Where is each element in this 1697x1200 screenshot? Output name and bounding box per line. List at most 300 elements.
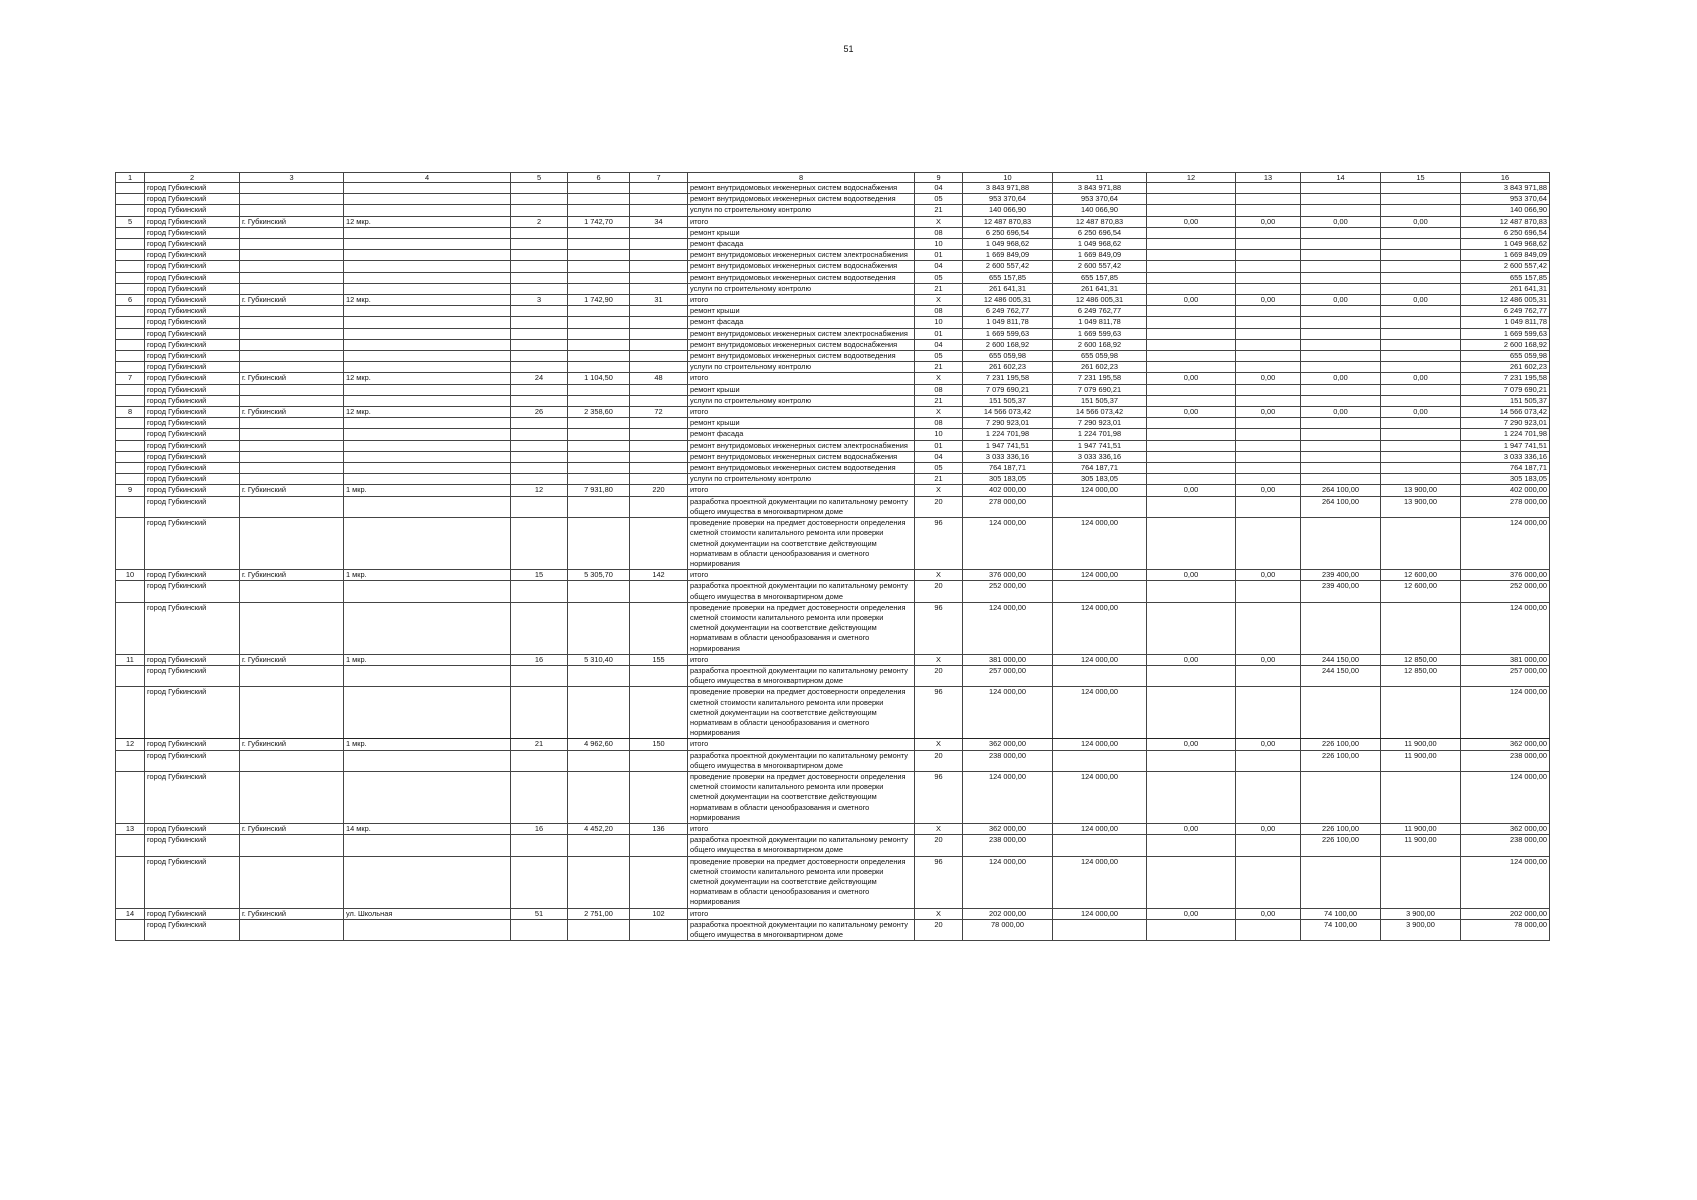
cell-local-budget xyxy=(1236,451,1301,462)
cell-regional-budget xyxy=(1147,474,1236,485)
cell-amount: 2 600 168,92 xyxy=(1461,339,1550,350)
cell-amount: 238 000,00 xyxy=(1461,835,1550,856)
cell-address: 14 мкр. xyxy=(344,823,511,834)
cell-house xyxy=(511,771,568,823)
cell-other: 11 900,00 xyxy=(1381,750,1461,771)
cell-residents xyxy=(630,429,688,440)
cell-fund: 764 187,71 xyxy=(1053,463,1147,474)
cell-local-budget: 0,00 xyxy=(1236,739,1301,750)
cell-total-cost: 953 370,64 xyxy=(963,194,1053,205)
cell-amount: 278 000,00 xyxy=(1461,496,1550,517)
cell-amount: 202 000,00 xyxy=(1461,908,1550,919)
cell-address xyxy=(344,602,511,654)
cell-work-code: X xyxy=(915,739,963,750)
cell-house xyxy=(511,395,568,406)
cell-residents: 136 xyxy=(630,823,688,834)
cell-area xyxy=(568,440,630,451)
cell-amount: 1 947 741,51 xyxy=(1461,440,1550,451)
cell-work-type: ремонт внутридомовых инженерных систем водоснабжения xyxy=(688,261,915,272)
cell-work-code: 20 xyxy=(915,750,963,771)
cell-city xyxy=(240,750,344,771)
cell-regional-budget: 0,00 xyxy=(1147,654,1236,665)
cell-work-code: 08 xyxy=(915,418,963,429)
cell-fund: 1 669 599,63 xyxy=(1053,328,1147,339)
cell-amount: 953 370,64 xyxy=(1461,194,1550,205)
cell-number xyxy=(116,518,145,570)
column-header: 2 xyxy=(145,173,240,183)
cell-fund xyxy=(1053,750,1147,771)
cell-address: ул. Школьная xyxy=(344,908,511,919)
cell-city xyxy=(240,205,344,216)
cell-house: 3 xyxy=(511,295,568,306)
cell-city xyxy=(240,384,344,395)
cell-work-code: 05 xyxy=(915,272,963,283)
cell-house: 24 xyxy=(511,373,568,384)
cell-address xyxy=(344,227,511,238)
table-row xyxy=(116,919,1550,940)
cell-work-type: ремонт внутридомовых инженерных систем водоснабжения xyxy=(688,339,915,350)
cell-address xyxy=(344,496,511,517)
cell-area xyxy=(568,272,630,283)
cell-work-type: итого xyxy=(688,407,915,418)
cell-work-type: проведение проверки на предмет достоверности определения сметной стоимости капитального ремонта или проверки сметной документации на соответствие действующим нормативам в области ценообразования и сметного нормирования xyxy=(688,687,915,739)
cell-residents: 220 xyxy=(630,485,688,496)
cell-local-budget xyxy=(1236,418,1301,429)
cell-owners xyxy=(1301,239,1381,250)
cell-regional-budget xyxy=(1147,440,1236,451)
cell-house xyxy=(511,429,568,440)
cell-address xyxy=(344,283,511,294)
cell-house xyxy=(511,239,568,250)
cell-house xyxy=(511,362,568,373)
cell-work-type: ремонт фасада xyxy=(688,317,915,328)
cell-municipality: город Губкинский xyxy=(145,771,240,823)
cell-other xyxy=(1381,261,1461,272)
cell-work-type: проведение проверки на предмет достоверности определения сметной стоимости капитального ремонта или проверки сметной документации на соответствие действующим нормативам в области ценообразования и сметного нормирования xyxy=(688,856,915,908)
cell-other xyxy=(1381,395,1461,406)
cell-house: 15 xyxy=(511,570,568,581)
cell-work-type: услуги по строительному контролю xyxy=(688,362,915,373)
cell-local-budget: 0,00 xyxy=(1236,654,1301,665)
cell-total-cost: 6 249 762,77 xyxy=(963,306,1053,317)
cell-house xyxy=(511,919,568,940)
cell-other xyxy=(1381,771,1461,823)
cell-fund xyxy=(1053,665,1147,686)
cell-municipality: город Губкинский xyxy=(145,581,240,602)
cell-work-type: ремонт внутридомовых инженерных систем электроснабжения xyxy=(688,440,915,451)
cell-other xyxy=(1381,429,1461,440)
cell-city: г. Губкинский xyxy=(240,908,344,919)
cell-area xyxy=(568,687,630,739)
cell-local-budget xyxy=(1236,283,1301,294)
cell-work-code: X xyxy=(915,295,963,306)
cell-owners xyxy=(1301,205,1381,216)
cell-work-code: 96 xyxy=(915,687,963,739)
cell-owners: 0,00 xyxy=(1301,407,1381,418)
cell-area xyxy=(568,283,630,294)
cell-address: 1 мкр. xyxy=(344,654,511,665)
cell-city xyxy=(240,581,344,602)
cell-other xyxy=(1381,339,1461,350)
cell-owners: 239 400,00 xyxy=(1301,581,1381,602)
cell-regional-budget xyxy=(1147,351,1236,362)
cell-fund: 6 249 762,77 xyxy=(1053,306,1147,317)
cell-regional-budget xyxy=(1147,283,1236,294)
cell-local-budget xyxy=(1236,835,1301,856)
cell-total-cost: 124 000,00 xyxy=(963,687,1053,739)
cell-area xyxy=(568,239,630,250)
column-header: 6 xyxy=(568,173,630,183)
cell-work-code: 21 xyxy=(915,362,963,373)
cell-municipality: город Губкинский xyxy=(145,362,240,373)
cell-local-budget xyxy=(1236,581,1301,602)
table-row xyxy=(116,771,1550,823)
cell-city xyxy=(240,194,344,205)
table-row xyxy=(116,602,1550,654)
cell-residents xyxy=(630,451,688,462)
cell-number xyxy=(116,362,145,373)
cell-number xyxy=(116,440,145,451)
capital-repair-table xyxy=(115,172,1550,941)
cell-city xyxy=(240,856,344,908)
cell-amount: 124 000,00 xyxy=(1461,771,1550,823)
cell-municipality: город Губкинский xyxy=(145,306,240,317)
cell-address xyxy=(344,856,511,908)
cell-work-code: 96 xyxy=(915,771,963,823)
cell-regional-budget xyxy=(1147,227,1236,238)
cell-regional-budget: 0,00 xyxy=(1147,373,1236,384)
cell-area xyxy=(568,306,630,317)
cell-area xyxy=(568,429,630,440)
cell-city xyxy=(240,239,344,250)
cell-total-cost: 3 033 336,16 xyxy=(963,451,1053,462)
cell-local-budget: 0,00 xyxy=(1236,216,1301,227)
cell-number: 12 xyxy=(116,739,145,750)
cell-number xyxy=(116,474,145,485)
cell-residents xyxy=(630,328,688,339)
cell-area: 1 742,70 xyxy=(568,216,630,227)
cell-address: 1 мкр. xyxy=(344,485,511,496)
cell-municipality: город Губкинский xyxy=(145,485,240,496)
cell-city xyxy=(240,261,344,272)
table-row xyxy=(116,496,1550,517)
cell-municipality: город Губкинский xyxy=(145,239,240,250)
cell-total-cost: 1 669 599,63 xyxy=(963,328,1053,339)
cell-city: г. Губкинский xyxy=(240,823,344,834)
cell-work-type: ремонт фасада xyxy=(688,429,915,440)
cell-house xyxy=(511,351,568,362)
cell-amount: 1 669 599,63 xyxy=(1461,328,1550,339)
cell-number xyxy=(116,194,145,205)
cell-total-cost: 655 157,85 xyxy=(963,272,1053,283)
cell-local-budget xyxy=(1236,429,1301,440)
cell-regional-budget xyxy=(1147,429,1236,440)
cell-number xyxy=(116,418,145,429)
cell-residents xyxy=(630,518,688,570)
cell-total-cost: 655 059,98 xyxy=(963,351,1053,362)
cell-fund: 124 000,00 xyxy=(1053,485,1147,496)
cell-amount: 3 843 971,88 xyxy=(1461,183,1550,194)
cell-work-type: ремонт крыши xyxy=(688,306,915,317)
table-row xyxy=(116,239,1550,250)
cell-local-budget xyxy=(1236,261,1301,272)
cell-residents xyxy=(630,283,688,294)
cell-total-cost: 376 000,00 xyxy=(963,570,1053,581)
cell-work-code: 04 xyxy=(915,261,963,272)
cell-local-budget: 0,00 xyxy=(1236,295,1301,306)
cell-address xyxy=(344,440,511,451)
cell-regional-budget xyxy=(1147,250,1236,261)
cell-fund: 124 000,00 xyxy=(1053,856,1147,908)
cell-fund: 151 505,37 xyxy=(1053,395,1147,406)
cell-local-budget xyxy=(1236,339,1301,350)
cell-total-cost: 2 600 557,42 xyxy=(963,261,1053,272)
cell-amount: 655 059,98 xyxy=(1461,351,1550,362)
cell-area: 5 310,40 xyxy=(568,654,630,665)
cell-municipality: город Губкинский xyxy=(145,496,240,517)
cell-address: 1 мкр. xyxy=(344,739,511,750)
cell-address xyxy=(344,272,511,283)
cell-number xyxy=(116,463,145,474)
cell-city: г. Губкинский xyxy=(240,739,344,750)
cell-owners xyxy=(1301,451,1381,462)
cell-amount: 124 000,00 xyxy=(1461,518,1550,570)
cell-city xyxy=(240,474,344,485)
cell-work-code: 96 xyxy=(915,856,963,908)
cell-other xyxy=(1381,306,1461,317)
cell-work-type: ремонт крыши xyxy=(688,418,915,429)
cell-address xyxy=(344,919,511,940)
cell-other xyxy=(1381,362,1461,373)
cell-owners xyxy=(1301,384,1381,395)
cell-owners: 226 100,00 xyxy=(1301,823,1381,834)
cell-address xyxy=(344,250,511,261)
cell-total-cost: 12 487 870,83 xyxy=(963,216,1053,227)
cell-number xyxy=(116,384,145,395)
cell-area xyxy=(568,328,630,339)
table-row xyxy=(116,856,1550,908)
cell-other xyxy=(1381,474,1461,485)
cell-residents xyxy=(630,351,688,362)
cell-number xyxy=(116,835,145,856)
cell-owners xyxy=(1301,429,1381,440)
table-row xyxy=(116,654,1550,665)
cell-fund: 124 000,00 xyxy=(1053,771,1147,823)
cell-amount: 2 600 557,42 xyxy=(1461,261,1550,272)
cell-area xyxy=(568,602,630,654)
cell-work-type: итого xyxy=(688,485,915,496)
cell-other xyxy=(1381,205,1461,216)
table-row xyxy=(116,328,1550,339)
cell-total-cost: 362 000,00 xyxy=(963,823,1053,834)
table-row xyxy=(116,418,1550,429)
cell-amount: 261 602,23 xyxy=(1461,362,1550,373)
cell-other xyxy=(1381,317,1461,328)
cell-fund: 3 033 336,16 xyxy=(1053,451,1147,462)
cell-regional-budget xyxy=(1147,687,1236,739)
cell-house xyxy=(511,272,568,283)
cell-owners: 244 150,00 xyxy=(1301,654,1381,665)
cell-city xyxy=(240,687,344,739)
cell-house xyxy=(511,451,568,462)
cell-number: 5 xyxy=(116,216,145,227)
cell-total-cost: 7 231 195,58 xyxy=(963,373,1053,384)
cell-residents xyxy=(630,496,688,517)
cell-address xyxy=(344,384,511,395)
cell-local-budget: 0,00 xyxy=(1236,373,1301,384)
cell-city xyxy=(240,328,344,339)
cell-address xyxy=(344,351,511,362)
table-row xyxy=(116,835,1550,856)
cell-work-type: ремонт внутридомовых инженерных систем водоснабжения xyxy=(688,183,915,194)
cell-owners: 74 100,00 xyxy=(1301,919,1381,940)
cell-address xyxy=(344,418,511,429)
cell-house xyxy=(511,250,568,261)
cell-municipality: город Губкинский xyxy=(145,317,240,328)
cell-owners xyxy=(1301,602,1381,654)
cell-regional-budget xyxy=(1147,261,1236,272)
cell-fund: 14 566 073,42 xyxy=(1053,407,1147,418)
cell-municipality: город Губкинский xyxy=(145,384,240,395)
cell-work-type: итого xyxy=(688,654,915,665)
cell-other: 13 900,00 xyxy=(1381,485,1461,496)
cell-total-cost: 124 000,00 xyxy=(963,771,1053,823)
cell-residents xyxy=(630,687,688,739)
cell-other xyxy=(1381,687,1461,739)
cell-work-code: 96 xyxy=(915,602,963,654)
cell-work-type: итого xyxy=(688,570,915,581)
cell-local-budget xyxy=(1236,665,1301,686)
cell-amount: 124 000,00 xyxy=(1461,602,1550,654)
cell-fund: 124 000,00 xyxy=(1053,602,1147,654)
cell-other xyxy=(1381,418,1461,429)
cell-number: 8 xyxy=(116,407,145,418)
cell-address xyxy=(344,339,511,350)
cell-municipality: город Губкинский xyxy=(145,261,240,272)
cell-residents xyxy=(630,250,688,261)
cell-municipality: город Губкинский xyxy=(145,227,240,238)
cell-amount: 402 000,00 xyxy=(1461,485,1550,496)
cell-amount: 381 000,00 xyxy=(1461,654,1550,665)
cell-residents xyxy=(630,261,688,272)
cell-total-cost: 261 641,31 xyxy=(963,283,1053,294)
cell-address xyxy=(344,183,511,194)
cell-owners xyxy=(1301,362,1381,373)
cell-municipality: город Губкинский xyxy=(145,739,240,750)
cell-area xyxy=(568,750,630,771)
cell-city xyxy=(240,317,344,328)
cell-house xyxy=(511,418,568,429)
cell-local-budget xyxy=(1236,250,1301,261)
cell-address xyxy=(344,665,511,686)
cell-area xyxy=(568,362,630,373)
cell-municipality: город Губкинский xyxy=(145,856,240,908)
cell-residents xyxy=(630,750,688,771)
cell-city xyxy=(240,418,344,429)
cell-work-code: X xyxy=(915,485,963,496)
table-row xyxy=(116,823,1550,834)
cell-regional-budget xyxy=(1147,239,1236,250)
cell-house xyxy=(511,581,568,602)
cell-municipality: город Губкинский xyxy=(145,654,240,665)
cell-work-type: услуги по строительному контролю xyxy=(688,205,915,216)
column-header: 12 xyxy=(1147,173,1236,183)
cell-regional-budget: 0,00 xyxy=(1147,823,1236,834)
cell-owners xyxy=(1301,395,1381,406)
cell-residents: 72 xyxy=(630,407,688,418)
cell-number: 13 xyxy=(116,823,145,834)
cell-area: 2 751,00 xyxy=(568,908,630,919)
cell-municipality: город Губкинский xyxy=(145,418,240,429)
cell-local-budget xyxy=(1236,272,1301,283)
cell-municipality: город Губкинский xyxy=(145,328,240,339)
cell-residents xyxy=(630,239,688,250)
cell-total-cost: 764 187,71 xyxy=(963,463,1053,474)
cell-municipality: город Губкинский xyxy=(145,216,240,227)
cell-address xyxy=(344,750,511,771)
cell-number xyxy=(116,665,145,686)
cell-residents xyxy=(630,395,688,406)
cell-regional-budget xyxy=(1147,339,1236,350)
cell-residents xyxy=(630,227,688,238)
cell-number xyxy=(116,306,145,317)
cell-work-code: X xyxy=(915,654,963,665)
cell-other xyxy=(1381,227,1461,238)
cell-total-cost: 1 224 701,98 xyxy=(963,429,1053,440)
cell-owners xyxy=(1301,351,1381,362)
cell-house: 26 xyxy=(511,407,568,418)
cell-amount: 1 224 701,98 xyxy=(1461,429,1550,440)
cell-work-type: ремонт крыши xyxy=(688,227,915,238)
cell-work-type: проведение проверки на предмет достоверности определения сметной стоимости капитального ремонта или проверки сметной документации на соответствие действующим нормативам в области ценообразования и сметного нормирования xyxy=(688,771,915,823)
table-row xyxy=(116,283,1550,294)
cell-city xyxy=(240,440,344,451)
cell-other: 13 900,00 xyxy=(1381,496,1461,517)
cell-work-code: X xyxy=(915,407,963,418)
cell-address xyxy=(344,395,511,406)
cell-residents xyxy=(630,835,688,856)
table-row xyxy=(116,250,1550,261)
cell-house xyxy=(511,227,568,238)
table-row xyxy=(116,362,1550,373)
cell-total-cost: 202 000,00 xyxy=(963,908,1053,919)
cell-fund xyxy=(1053,835,1147,856)
cell-regional-budget xyxy=(1147,518,1236,570)
cell-other: 12 600,00 xyxy=(1381,581,1461,602)
cell-work-code: 10 xyxy=(915,239,963,250)
cell-amount: 124 000,00 xyxy=(1461,856,1550,908)
cell-municipality: город Губкинский xyxy=(145,272,240,283)
cell-work-type: ремонт внутридомовых инженерных систем электроснабжения xyxy=(688,250,915,261)
table-row xyxy=(116,581,1550,602)
cell-fund: 124 000,00 xyxy=(1053,518,1147,570)
table-row xyxy=(116,570,1550,581)
cell-total-cost: 1 669 849,09 xyxy=(963,250,1053,261)
cell-number xyxy=(116,771,145,823)
cell-fund: 1 049 811,78 xyxy=(1053,317,1147,328)
cell-other: 12 600,00 xyxy=(1381,570,1461,581)
cell-total-cost: 402 000,00 xyxy=(963,485,1053,496)
column-number-row xyxy=(116,173,1550,183)
cell-work-code: 01 xyxy=(915,440,963,451)
cell-area xyxy=(568,496,630,517)
cell-work-code: X xyxy=(915,908,963,919)
cell-regional-budget: 0,00 xyxy=(1147,570,1236,581)
cell-municipality: город Губкинский xyxy=(145,250,240,261)
cell-house xyxy=(511,183,568,194)
cell-house: 16 xyxy=(511,823,568,834)
cell-regional-budget xyxy=(1147,496,1236,517)
